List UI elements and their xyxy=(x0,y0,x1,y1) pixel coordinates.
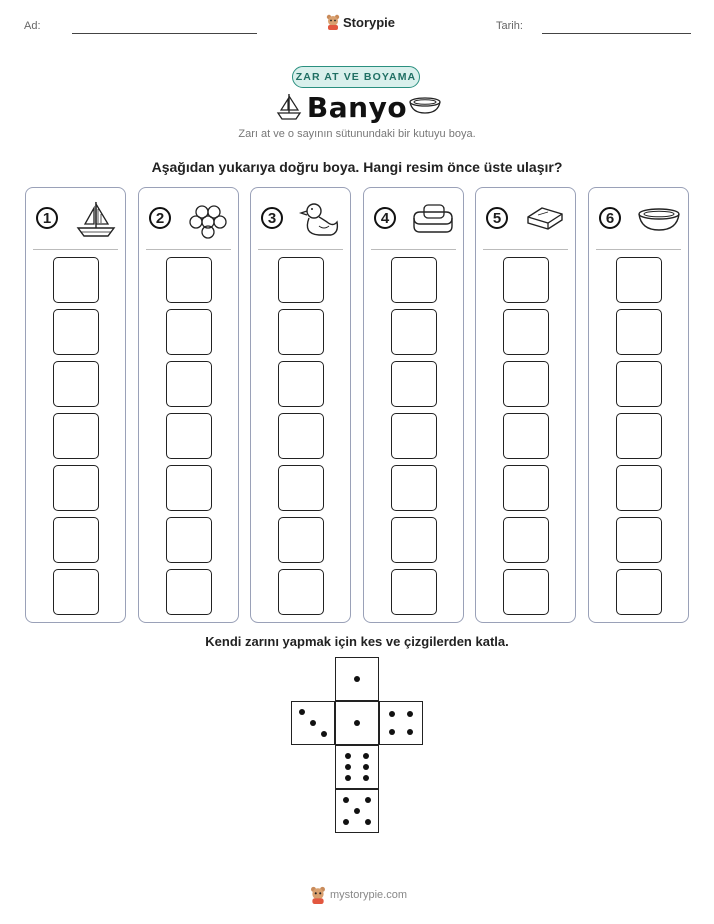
color-box[interactable] xyxy=(616,257,662,303)
color-box[interactable] xyxy=(53,517,99,563)
column-number: 6 xyxy=(599,207,621,229)
column-divider xyxy=(146,249,231,250)
color-box[interactable] xyxy=(616,413,662,459)
dice-pip xyxy=(389,729,395,735)
sailboat-icon xyxy=(72,200,120,240)
bubbles-icon xyxy=(185,200,233,240)
bowl-icon xyxy=(635,200,683,240)
logo-text: Storypie xyxy=(343,14,396,30)
dice-face-6 xyxy=(335,745,379,789)
dice-pip xyxy=(407,711,413,717)
color-box[interactable] xyxy=(278,361,324,407)
color-box[interactable] xyxy=(503,569,549,615)
column-divider xyxy=(483,249,568,250)
name-line xyxy=(72,33,257,34)
color-box[interactable] xyxy=(503,517,549,563)
color-box[interactable] xyxy=(166,569,212,615)
color-box[interactable] xyxy=(278,569,324,615)
color-box[interactable] xyxy=(53,361,99,407)
bear-logo-icon xyxy=(326,14,340,30)
dice-pip xyxy=(363,775,369,781)
dice-face-4 xyxy=(379,701,423,745)
color-box[interactable] xyxy=(391,257,437,303)
name-label: Ad: xyxy=(24,20,41,32)
column-3 xyxy=(250,187,351,623)
color-box[interactable] xyxy=(616,569,662,615)
dice-pip xyxy=(354,720,360,726)
dice-instruction: Kendi zarını yapmak için kes ve çizgilerden katla. xyxy=(205,634,509,649)
dice-pip xyxy=(343,797,349,803)
footer-url[interactable]: mystorypie.com xyxy=(330,889,408,901)
color-box[interactable] xyxy=(278,465,324,511)
color-box[interactable] xyxy=(391,361,437,407)
footer xyxy=(310,886,407,904)
instruction-text: Aşağıdan yukarıya doğru boya. Hangi resim önce üste ulaşır? xyxy=(151,159,563,175)
color-box[interactable] xyxy=(391,517,437,563)
color-box[interactable] xyxy=(391,309,437,355)
column-number: 1 xyxy=(36,207,58,229)
dice-pip xyxy=(343,819,349,825)
dice-face-3 xyxy=(291,701,335,745)
dice-pip xyxy=(345,753,351,759)
dice-pip xyxy=(354,676,360,682)
dice-face-1 xyxy=(335,657,379,701)
dice-pip xyxy=(310,720,316,726)
column-divider xyxy=(33,249,118,250)
color-box[interactable] xyxy=(616,309,662,355)
color-box[interactable] xyxy=(616,465,662,511)
color-box[interactable] xyxy=(53,465,99,511)
column-number: 3 xyxy=(261,207,283,229)
column-2 xyxy=(138,187,239,623)
column-divider xyxy=(258,249,343,250)
column-6 xyxy=(588,187,689,623)
color-box[interactable] xyxy=(166,257,212,303)
column-divider xyxy=(371,249,456,250)
color-box[interactable] xyxy=(278,309,324,355)
activity-badge: ZAR AT VE BOYAMA xyxy=(292,66,420,88)
color-box[interactable] xyxy=(278,257,324,303)
column-divider xyxy=(596,249,681,250)
color-box[interactable] xyxy=(503,465,549,511)
dice-pip xyxy=(365,797,371,803)
color-box[interactable] xyxy=(278,517,324,563)
storypie-logo xyxy=(326,14,395,30)
color-box[interactable] xyxy=(391,569,437,615)
column-number: 2 xyxy=(149,207,171,229)
dice-pip xyxy=(321,731,327,737)
date-line xyxy=(542,33,691,34)
color-box[interactable] xyxy=(503,413,549,459)
color-box[interactable] xyxy=(53,569,99,615)
color-box[interactable] xyxy=(166,465,212,511)
dice-pip xyxy=(363,764,369,770)
column-5 xyxy=(475,187,576,623)
soap-bar-icon xyxy=(522,200,570,240)
color-box[interactable] xyxy=(278,413,324,459)
column-4 xyxy=(363,187,464,623)
color-box[interactable] xyxy=(391,465,437,511)
bear-logo-icon xyxy=(310,886,326,904)
column-number: 5 xyxy=(486,207,508,229)
color-box[interactable] xyxy=(503,361,549,407)
color-box[interactable] xyxy=(166,309,212,355)
color-box[interactable] xyxy=(53,309,99,355)
page-title: Banyo xyxy=(306,91,408,124)
dice-face-1 xyxy=(335,701,379,745)
subtitle: Zarı at ve o sayının sütunundaki bir kutuyu boya. xyxy=(238,128,476,140)
color-box[interactable] xyxy=(503,309,549,355)
color-box[interactable] xyxy=(166,361,212,407)
color-box[interactable] xyxy=(616,361,662,407)
column-number: 4 xyxy=(374,207,396,229)
date-label: Tarih: xyxy=(496,20,523,32)
dice-pip xyxy=(354,808,360,814)
dice-pip xyxy=(345,775,351,781)
soap-dish-icon xyxy=(410,200,458,240)
color-box[interactable] xyxy=(391,413,437,459)
column-1 xyxy=(25,187,126,623)
dice-pip xyxy=(389,711,395,717)
dice-pip xyxy=(365,819,371,825)
dice-face-5 xyxy=(335,789,379,833)
color-box[interactable] xyxy=(166,413,212,459)
color-box[interactable] xyxy=(53,413,99,459)
color-box[interactable] xyxy=(53,257,99,303)
color-box[interactable] xyxy=(503,257,549,303)
dice-pip xyxy=(345,764,351,770)
dice-pip xyxy=(407,729,413,735)
dice-pip xyxy=(299,709,305,715)
bowl-icon xyxy=(408,96,442,116)
color-box[interactable] xyxy=(616,517,662,563)
color-box[interactable] xyxy=(166,517,212,563)
rubber-duck-icon xyxy=(297,200,345,240)
dice-pip xyxy=(363,753,369,759)
